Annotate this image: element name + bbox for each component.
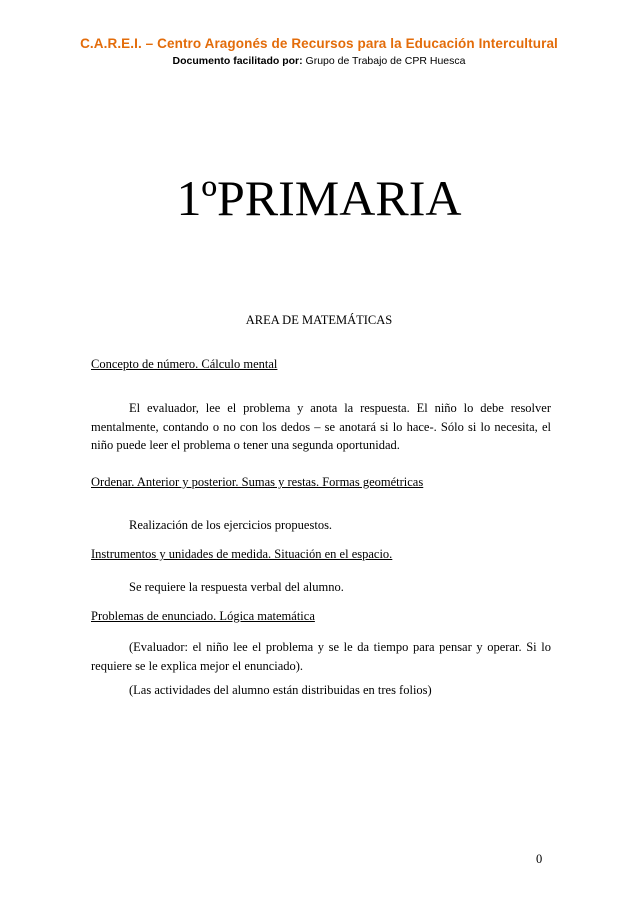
section-text-numero: El evaluador, lee el problema y anota la respuesta. El niño lo debe resolver mentalmente, contando o no con los dedos – se anotará si lo hace-. Sólo si lo necesita, el niño puede leer el problema o tener una segunda oportunidad. xyxy=(91,401,551,452)
section-text-ordenar: Realización de los ejercicios propuestos. xyxy=(129,518,333,532)
header-organization-line: C.A.R.E.I. – Centro Aragonés de Recursos para la Educación Intercultural xyxy=(80,36,558,51)
area-title: AREA DE MATEMÁTICAS xyxy=(245,313,393,327)
section-heading-ordenar: Ordenar. Anterior y posterior. Sumas y restas. Formas geométricas xyxy=(91,475,424,489)
doc-source: Grupo de Trabajo de CPR Huesca xyxy=(305,55,466,67)
section-heading-problemas: Problemas de enunciado. Lógica matemática xyxy=(91,609,315,623)
section-text-problemas: (Evaluador: el niño lee el problema y se le da tiempo para pensar y operar. Si lo requiere se le explica mejor el enunciado). xyxy=(91,640,551,673)
page-number: 0 xyxy=(536,852,543,866)
header-source-line xyxy=(0,55,638,67)
doc-label: Documento facilitado por: xyxy=(172,55,303,67)
page-title: 1ºPRIMARIA xyxy=(176,170,462,226)
section-text-problemas-note: (Las actividades del alumno están distribuidas en tres folios) xyxy=(129,683,432,697)
section-heading-medida: Instrumentos y unidades de medida. Situación en el espacio. xyxy=(91,547,393,561)
section-text-medida: Se requiere la respuesta verbal del alumno. xyxy=(129,580,344,594)
section-heading-numero: Concepto de número. Cálculo mental xyxy=(91,357,278,371)
